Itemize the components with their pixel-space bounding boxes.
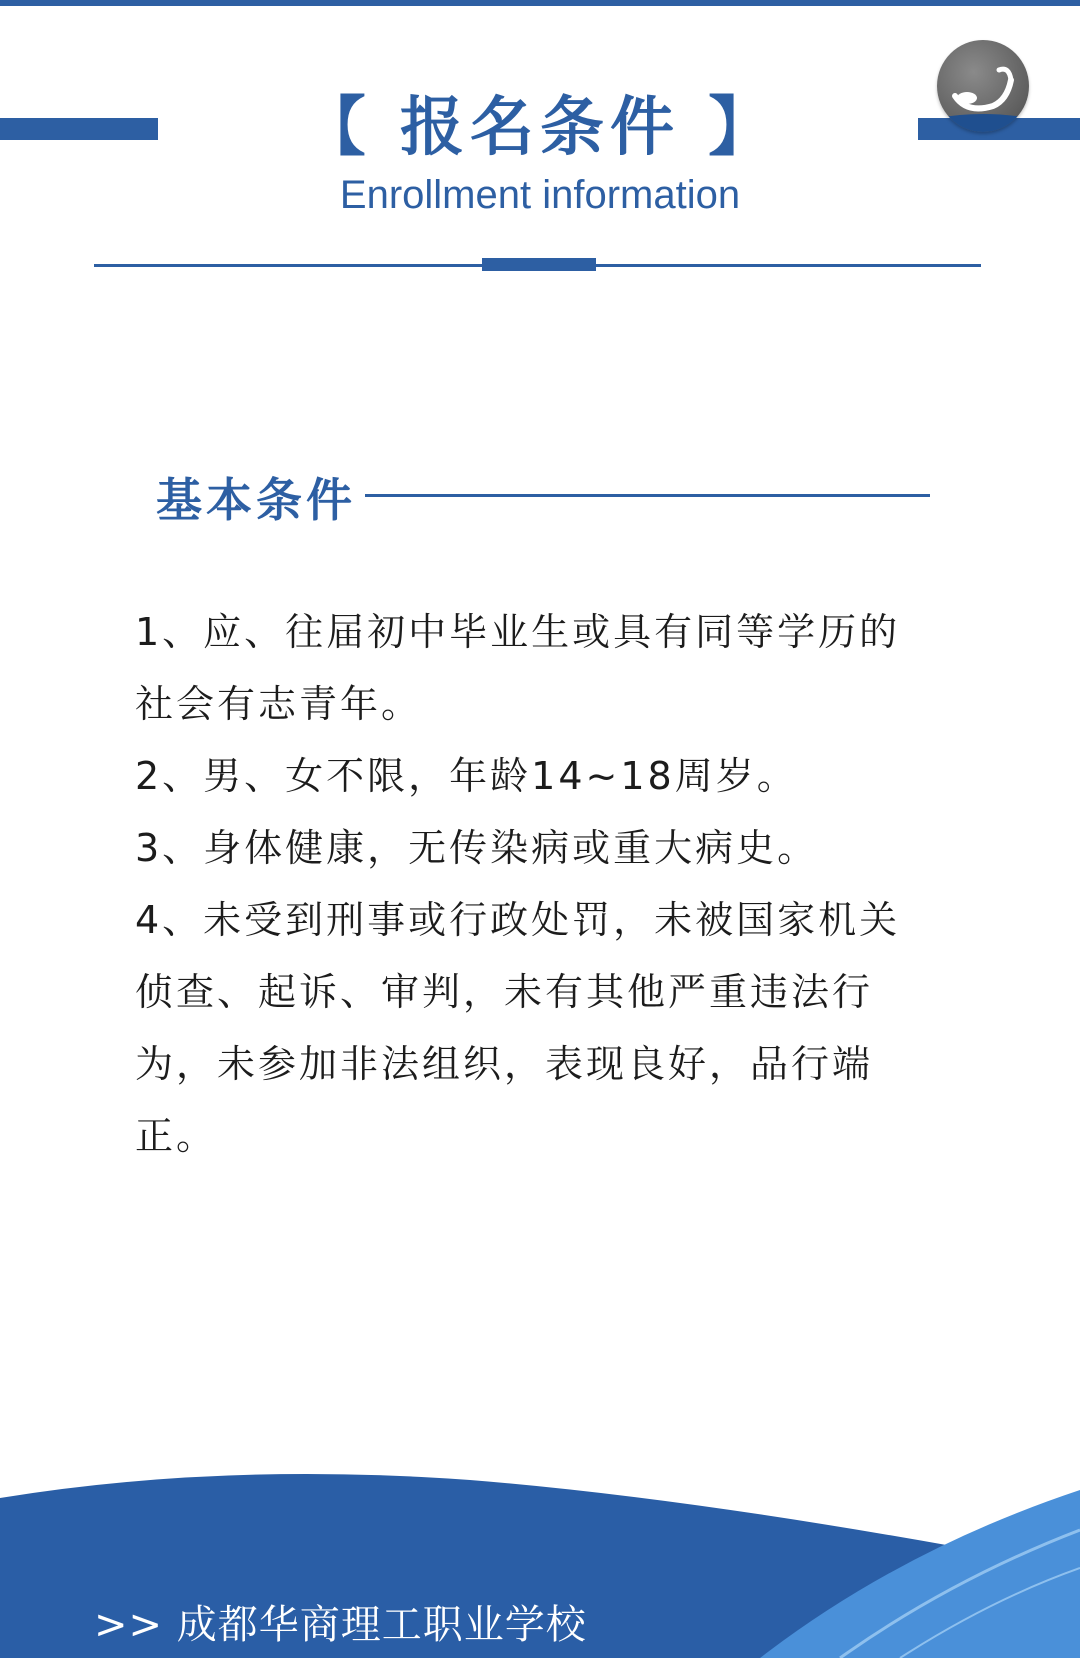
- section-heading: 基本条件: [156, 473, 356, 527]
- requirement-item: 1、应、往届初中毕业生或具有同等学历的社会有志青年。: [135, 610, 901, 726]
- requirement-item: 4、未受到刑事或行政处罚，未被国家机关侦查、起诉、审判，未有其他严重违法行为，未参加非法组织，表现良好，品行端正。: [135, 898, 901, 1158]
- section-rule: [365, 494, 930, 497]
- requirement-item: 2、男、女不限，年龄14~18周岁。: [135, 754, 798, 798]
- title-divider-block: [482, 258, 596, 271]
- footer-school-name: >> 成都华商理工职业学校: [94, 1602, 587, 1648]
- requirements-list: [135, 596, 940, 1172]
- page-title: 【 报名条件 】: [301, 91, 779, 165]
- requirement-item: 3、身体健康，无传染病或重大病史。: [135, 826, 819, 870]
- top-border: [0, 0, 1080, 6]
- page-subtitle: Enrollment information: [339, 173, 741, 217]
